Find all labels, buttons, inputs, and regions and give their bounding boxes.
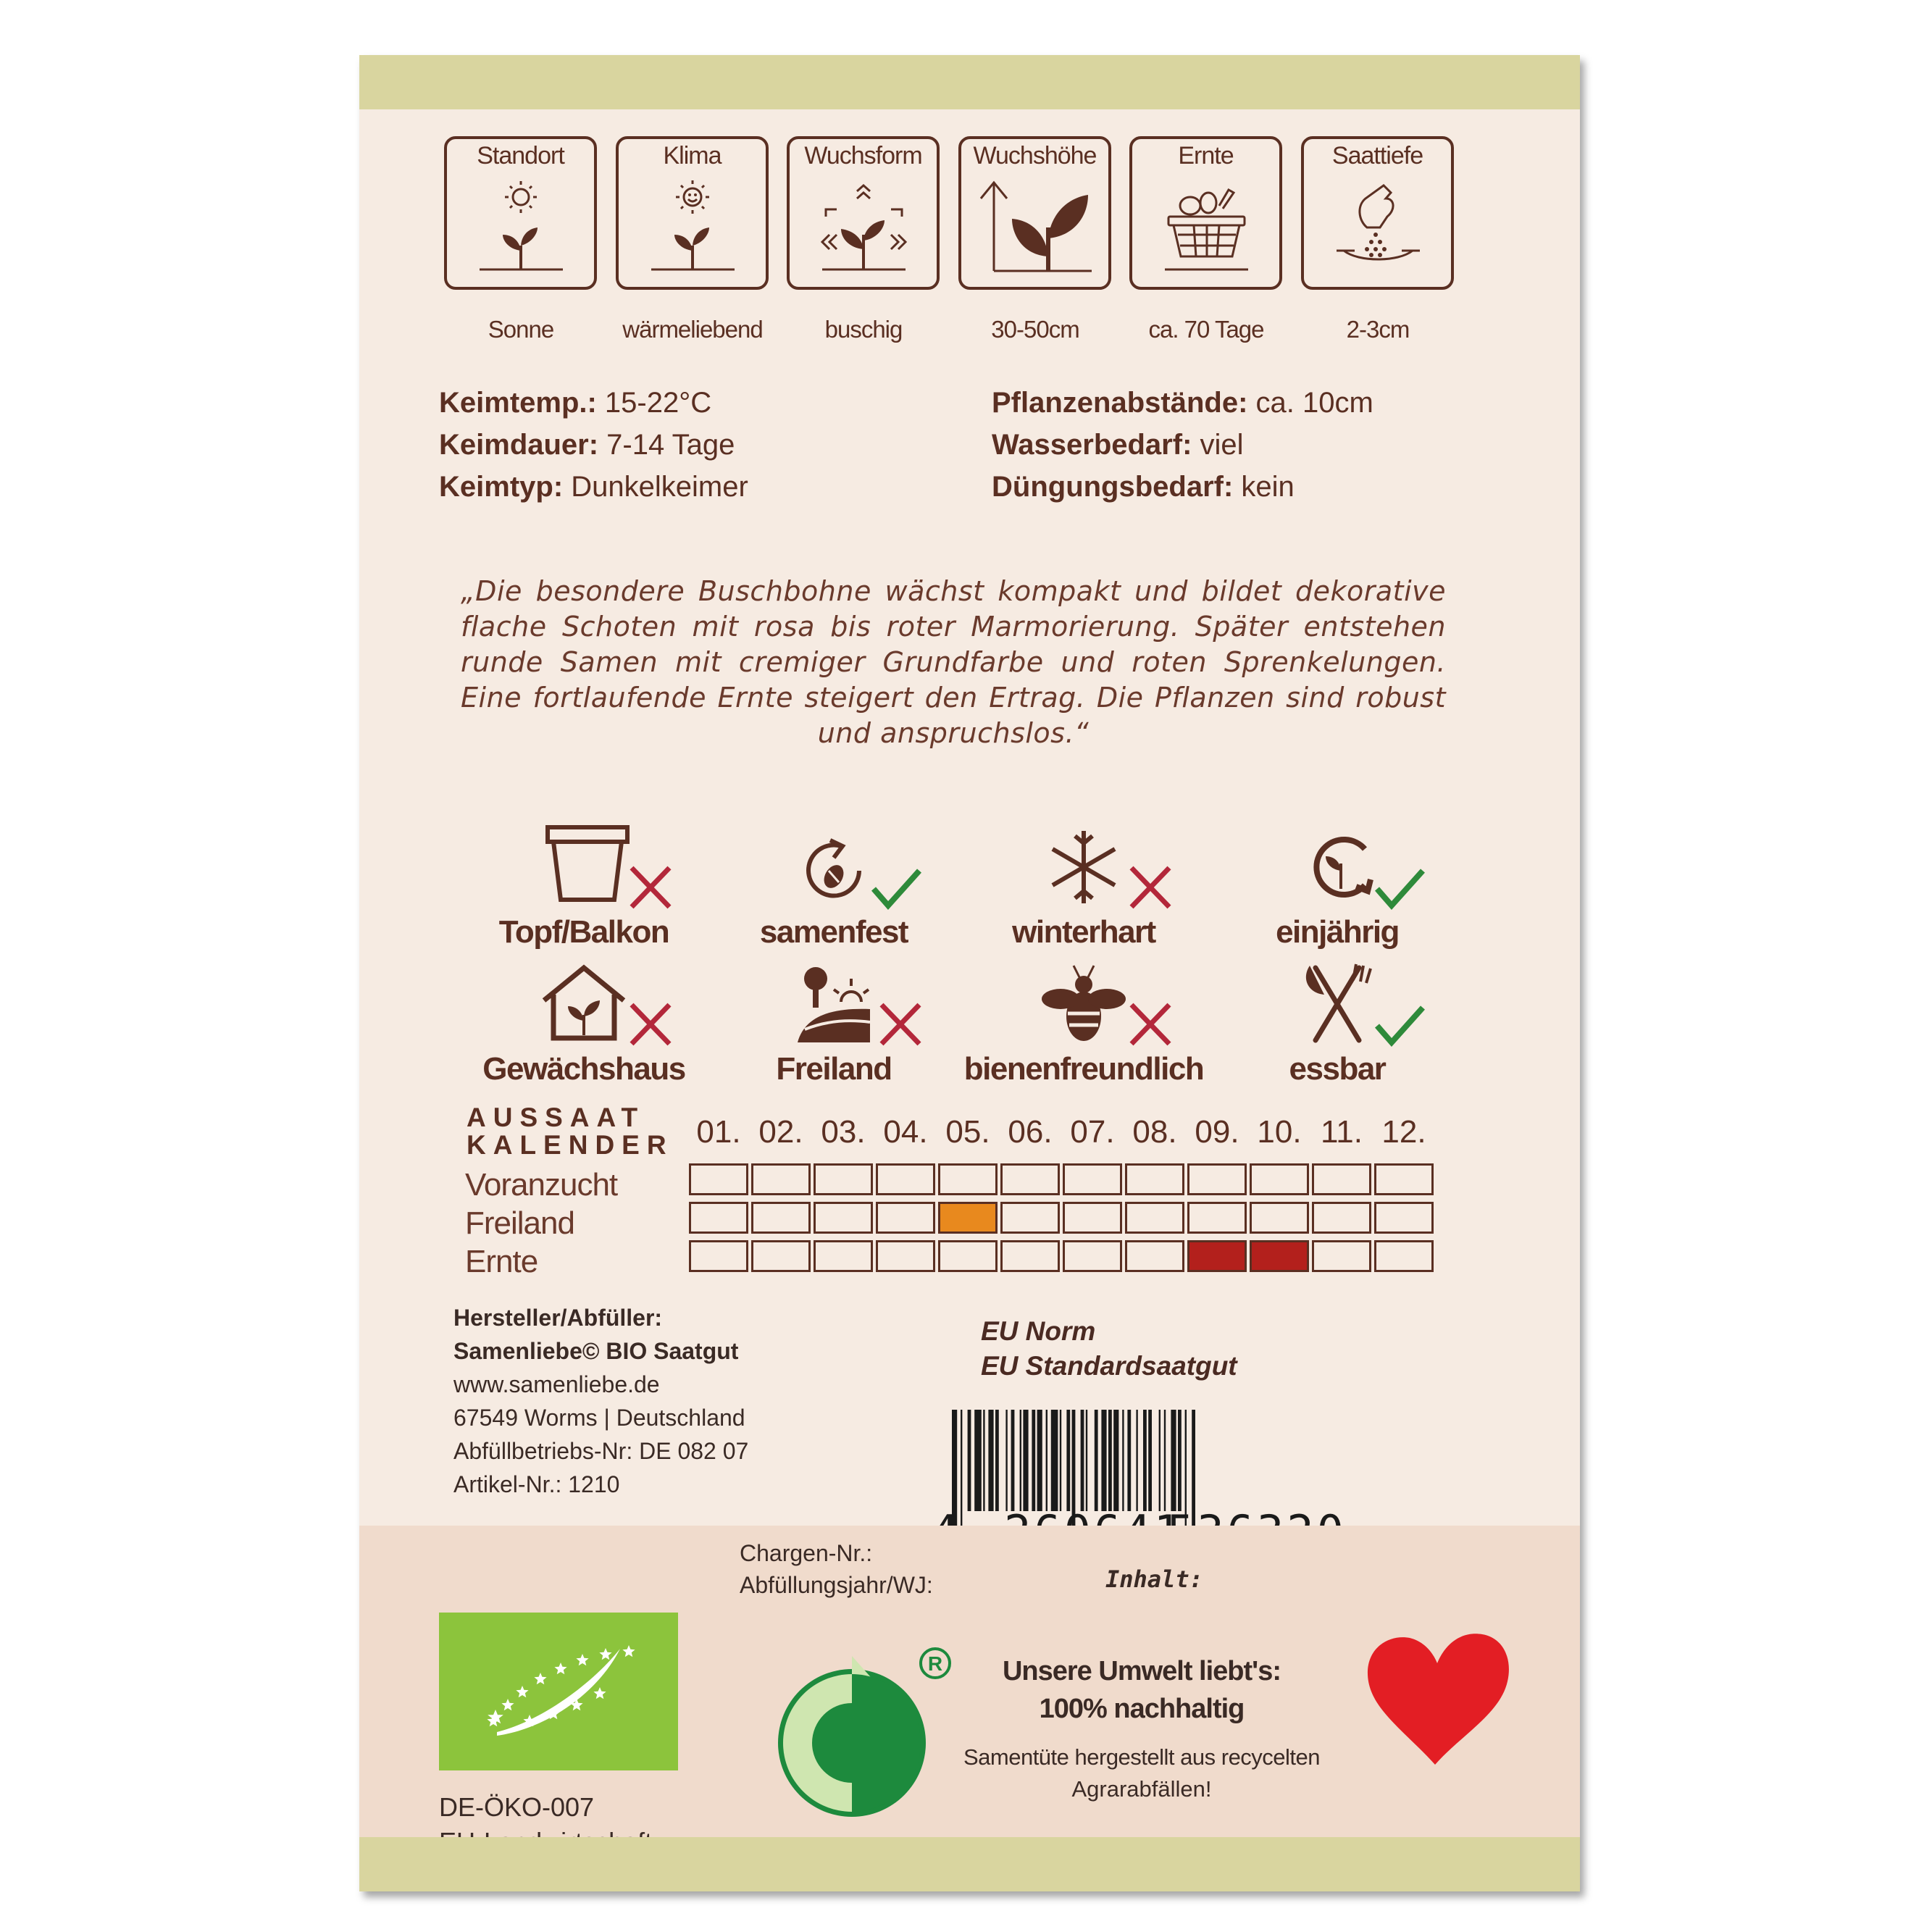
calendar-month: 03.: [821, 1114, 866, 1150]
eu-organic-logo: [439, 1613, 678, 1770]
barcode-bar: [1066, 1410, 1070, 1511]
barcode-bar: [1046, 1410, 1047, 1511]
calendar-cell: [1125, 1240, 1184, 1272]
top-band: [359, 55, 1580, 109]
barcode-bar: [1164, 1410, 1166, 1511]
barcode-bar: [1122, 1410, 1124, 1511]
calendar-cell: [689, 1202, 748, 1234]
calendar-month: 07.: [1070, 1114, 1115, 1150]
fact-wasserbedarf: Wasserbedarf: viel: [992, 429, 1244, 461]
barcode-bar: [1023, 1410, 1028, 1511]
sowing-hand-icon: [1315, 177, 1442, 278]
barcode-bar: [1081, 1410, 1084, 1511]
heart-icon: [1359, 1627, 1518, 1772]
calendar-month: 06.: [1008, 1114, 1053, 1150]
manufacturer-info: [453, 1301, 748, 1501]
info-value-wuchsform: buschig: [824, 316, 903, 343]
property-einjaehrig: [1229, 820, 1446, 965]
calendar-cell: [814, 1240, 873, 1272]
barcode-bar: [1178, 1410, 1182, 1511]
calendar-title-line2: KALENDER: [467, 1130, 674, 1160]
property-label: Topf/Balkon: [498, 914, 669, 950]
manufacturer-plant-no: Abfüllbetriebs-Nr: DE 082 07: [453, 1438, 749, 1464]
barcode-bar: [1159, 1410, 1161, 1511]
barcode-bar: [1108, 1410, 1112, 1511]
cross-icon: [475, 957, 693, 1058]
calendar-cell: [1374, 1163, 1434, 1195]
calendar-cell: [1250, 1163, 1309, 1195]
content-label: Inhalt:: [1105, 1565, 1203, 1593]
calendar-cell: [1312, 1202, 1371, 1234]
organic-code: DE-ÖKO-007: [439, 1792, 595, 1822]
barcode-bar: [1101, 1410, 1106, 1511]
barcode-bar: [988, 1410, 993, 1511]
calendar-cell: [1063, 1240, 1122, 1272]
property-gewaechshaus: [475, 957, 693, 1102]
calendar-cell: [1063, 1202, 1122, 1234]
svg-text:R: R: [927, 1652, 943, 1675]
check-icon: [1229, 957, 1446, 1058]
barcode-bar: [1113, 1410, 1118, 1511]
calendar-cell: [876, 1202, 935, 1234]
eu-norm: [981, 1314, 1237, 1384]
property-label: bienenfreundlich: [963, 1051, 1204, 1087]
calendar-cell: [1250, 1240, 1309, 1272]
info-value-klima: wärmeliebend: [622, 316, 763, 343]
barcode-bar: [1005, 1410, 1007, 1511]
property-bienenfreundlich: [963, 957, 1204, 1102]
info-value-wuchshoehe: 30-50cm: [991, 316, 1079, 343]
calendar-cell: [814, 1202, 873, 1234]
calendar-title-line1: AUSSAAT: [467, 1103, 645, 1132]
info-title: Klima: [663, 142, 722, 170]
calendar-cell: [1312, 1240, 1371, 1272]
barcode-bar: [1037, 1410, 1042, 1511]
barcode-bar: [968, 1410, 971, 1511]
info-box-ernte: [1129, 136, 1282, 290]
property-label: Freiland: [776, 1051, 892, 1087]
smiling-sun-plant-icon: [630, 177, 756, 278]
calendar-row-label: Ernte: [465, 1244, 538, 1279]
info-box-wuchsform: [787, 136, 940, 290]
info-title: Wuchsform: [804, 142, 922, 170]
calendar-cell: [751, 1240, 811, 1272]
barcode-bar: [1011, 1410, 1015, 1511]
barcode-bar: [1148, 1410, 1152, 1511]
calendar-cell: [689, 1240, 748, 1272]
calendar-cell: [938, 1202, 998, 1234]
calendar-month: 01.: [696, 1114, 741, 1150]
cross-icon: [725, 957, 942, 1058]
property-freiland: [725, 957, 942, 1102]
info-value-ernte: ca. 70 Tage: [1148, 316, 1264, 343]
barcode-bar: [1086, 1410, 1087, 1511]
calendar-month: 08.: [1132, 1114, 1177, 1150]
property-samenfest: [725, 820, 942, 965]
eu-norm-line2: EU Standardsaatgut: [981, 1351, 1237, 1381]
manufacturer-article-no: Artikel-Nr.: 1210: [453, 1471, 620, 1497]
property-essbar: [1229, 957, 1446, 1102]
calendar-cell: [1312, 1163, 1371, 1195]
check-icon: [1229, 820, 1446, 921]
seed-packet-back: [359, 55, 1580, 1891]
info-title: Wuchshöhe: [973, 142, 1097, 170]
calendar-month: 09.: [1195, 1114, 1239, 1150]
calendar-cell: [1063, 1163, 1122, 1195]
barcode-bar: [1136, 1410, 1137, 1511]
check-icon: [725, 820, 942, 921]
batch-number: Chargen-Nr.:: [740, 1540, 873, 1566]
barcode-bar: [1060, 1410, 1061, 1511]
calendar-month: 12.: [1381, 1114, 1426, 1150]
filling-year: Abfüllungsjahr/WJ:: [740, 1572, 933, 1598]
calendar-cell: [1250, 1202, 1309, 1234]
bottom-band: [359, 1837, 1580, 1891]
manufacturer-address: 67549 Worms | Deutschland: [453, 1405, 745, 1431]
info-title: Ernte: [1178, 142, 1234, 170]
calendar-cell: [1125, 1202, 1184, 1234]
property-winterhart: [975, 820, 1192, 965]
calendar-cell: [751, 1163, 811, 1195]
info-box-wuchshoehe: [958, 136, 1111, 290]
property-label: samenfest: [759, 914, 908, 950]
calendar-cell: [689, 1163, 748, 1195]
eco-line3: Samentüte hergestellt aus recycelten: [963, 1744, 1321, 1770]
calendar-row-label: Freiland: [465, 1205, 574, 1241]
eu-norm-line1: EU Norm: [981, 1316, 1096, 1346]
bushy-growth-icon: [800, 177, 927, 278]
calendar-cell: [876, 1163, 935, 1195]
barcode-bar: [1143, 1410, 1147, 1511]
barcode-bar: [974, 1410, 982, 1511]
manufacturer-website: www.samenliebe.de: [453, 1371, 660, 1397]
cross-icon: [975, 957, 1192, 1058]
barcode-bar: [1032, 1410, 1035, 1511]
info-box-saattiefe: [1301, 136, 1454, 290]
eco-line4: Agrarabfällen!: [1071, 1776, 1212, 1802]
calendar-cell: [1000, 1240, 1060, 1272]
calendar-cell: [1374, 1202, 1434, 1234]
calendar-cell: [1000, 1163, 1060, 1195]
info-box-klima: [616, 136, 769, 290]
calendar-cell: [751, 1202, 811, 1234]
calendar-cell: [1000, 1202, 1060, 1234]
calendar-cell: [876, 1240, 935, 1272]
calendar-cell: [938, 1240, 998, 1272]
property-label: essbar: [1289, 1051, 1386, 1087]
manufacturer-heading: Hersteller/Abfüller:: [453, 1305, 663, 1331]
barcode-bar: [1095, 1410, 1098, 1511]
barcode-bar: [983, 1410, 984, 1511]
calendar-month: 10.: [1257, 1114, 1302, 1150]
property-label: einjährig: [1276, 914, 1399, 950]
barcode-bar: [1020, 1410, 1021, 1511]
property-label: Gewächshaus: [482, 1051, 685, 1087]
property-label: winterhart: [1012, 914, 1155, 950]
info-value-standort: Sonne: [488, 316, 554, 343]
fact-keimdauer: Keimdauer: 7-14 Tage: [439, 429, 735, 461]
property-topf-balkon: [475, 820, 693, 965]
harvest-basket-icon: [1143, 177, 1270, 278]
cross-icon: [475, 820, 693, 921]
calendar-row-label: Voranzucht: [465, 1167, 618, 1203]
fact-keimtemp: Keimtemp.: 15-22°C: [439, 387, 712, 419]
calendar-cell: [814, 1163, 873, 1195]
barcode-bar: [1051, 1410, 1058, 1511]
calendar-cell: [938, 1163, 998, 1195]
calendar-cell: [1187, 1202, 1247, 1234]
calendar-cell: [1125, 1163, 1184, 1195]
info-title: Standort: [477, 142, 564, 170]
cross-icon: [975, 820, 1192, 921]
eco-line1: Unsere Umwelt liebt's:: [1002, 1656, 1281, 1686]
calendar-month: 11.: [1321, 1114, 1363, 1150]
info-box-standort: [444, 136, 597, 290]
calendar-month: 04.: [883, 1114, 928, 1150]
barcode-bar: [995, 1410, 999, 1511]
sun-plant-icon: [458, 177, 585, 278]
product-description: „Die besondere Buschbohne wächst kompakt und bildet dekorative flache Schoten mit rosa bis roter Marmorierung. Später entstehen runde Samen mit cremiger Grundfarbe und roten Sprenkelungen. Eine fortlaufende Ernte steigert den Ertrag. Die Pflanzen sind robust und anspruchslos.“: [461, 575, 1446, 749]
calendar-cell: [1187, 1163, 1247, 1195]
eco-line2: 100% nachhaltig: [1039, 1694, 1245, 1724]
calendar-month: 02.: [758, 1114, 803, 1150]
lower-panel: [359, 1526, 1580, 1837]
info-value-saattiefe: 2-3cm: [1346, 316, 1410, 343]
calendar-month: 05.: [945, 1114, 990, 1150]
manufacturer-company: Samenliebe© BIO Saatgut: [453, 1338, 739, 1364]
fact-keimtyp: Keimtyp: Dunkelkeimer: [439, 471, 748, 503]
info-title: Saattiefe: [1331, 142, 1423, 170]
fact-duengungsbedarf: Düngungsbedarf: kein: [992, 471, 1295, 503]
green-dot-logo: [769, 1642, 957, 1819]
fact-pflanzenabstaende: Pflanzenabstände: ca. 10cm: [992, 387, 1373, 419]
barcode-bar: [1127, 1410, 1131, 1511]
barcode-bar: [1171, 1410, 1176, 1511]
calendar-cell: [1187, 1240, 1247, 1272]
calendar-cell: [1374, 1240, 1434, 1272]
height-arrow-plant-icon: [972, 177, 1099, 278]
